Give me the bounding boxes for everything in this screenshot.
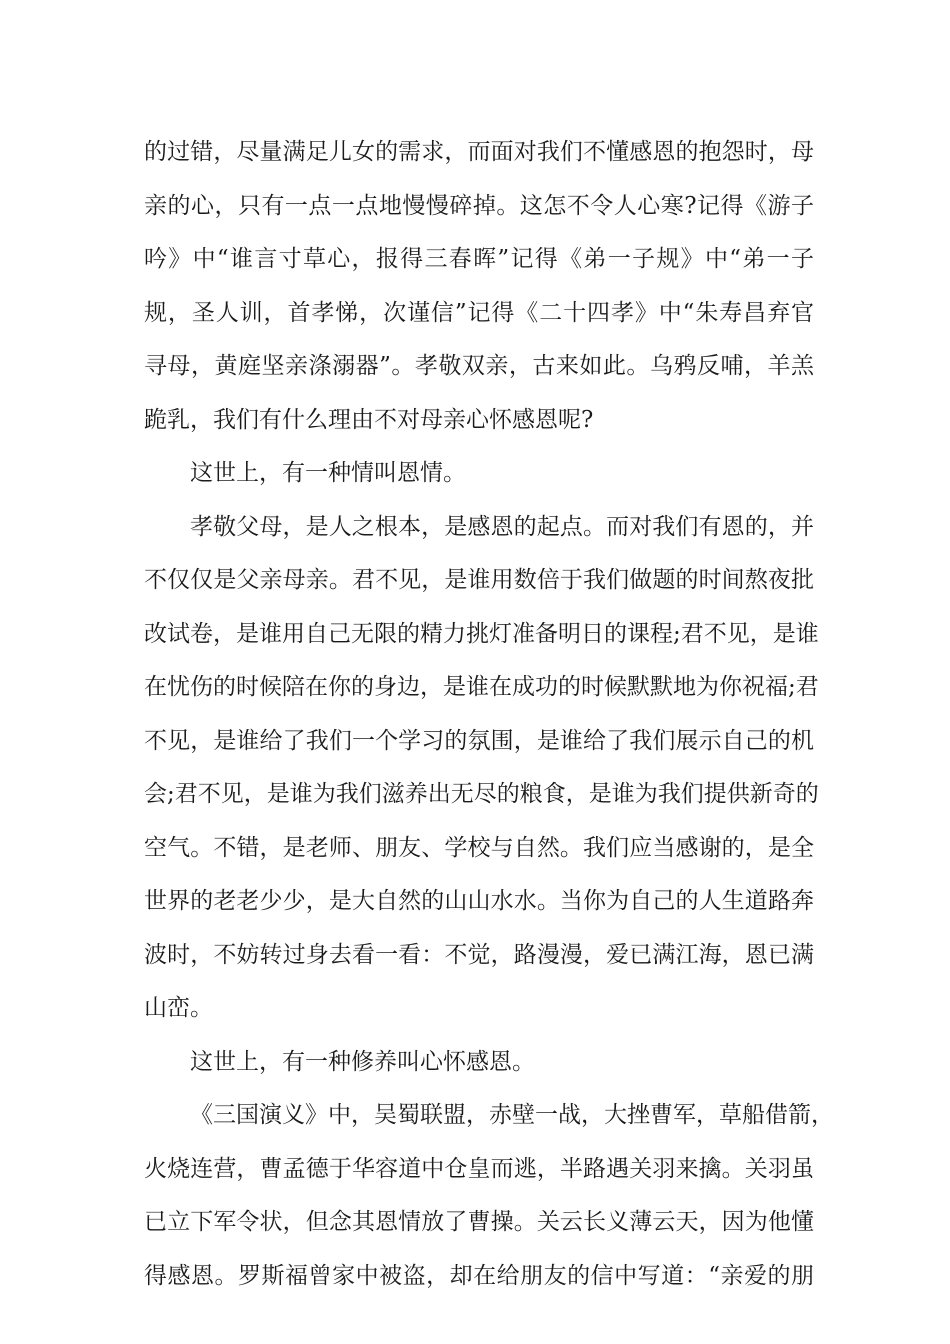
text-line: 火烧连营，曹孟德于华容道中仓皇而逃，半路遇关羽来擒。关羽虽 xyxy=(144,1155,814,1182)
text-line: 寻母，黄庭坚亲涤溺器”。孝敬双亲，古来如此。乌鸦反哺，羊羔 xyxy=(144,353,814,379)
text-line: 波时，不妨转过身去看一看：不觉，路漫漫，爱已满江海，恩已满 xyxy=(144,941,814,968)
text-line: 世界的老老少少，是大自然的山山水水。当你为自己的人生道路奔 xyxy=(144,888,814,914)
text-line: 亲的心，只有一点一点地慢慢碎掉。这怎不令人心寒?记得《游子 xyxy=(144,192,814,219)
text-line: 改试卷，是谁用自己无限的精力挑灯准备明日的课程;君不见，是谁 xyxy=(144,620,819,647)
text-line: 跪乳，我们有什么理由不对母亲心怀感恩呢? xyxy=(144,406,594,433)
text-line: 不仅仅是父亲母亲。君不见，是谁用数倍于我们做题的时间熬夜批 xyxy=(144,567,814,593)
text-line: 规，圣人训，首孝悌，次谨信”记得《二十四孝》中“朱寿昌弃官 xyxy=(144,299,814,326)
text-line: 不见，是谁给了我们一个学习的氛围，是谁给了我们展示自己的机 xyxy=(144,727,814,754)
text-line: 这世上，有一种情叫恩情。 xyxy=(190,460,466,486)
text-line: 会;君不见，是谁为我们滋养出无尽的粮食，是谁为我们提供新奇的 xyxy=(144,781,819,807)
text-line: 在忧伤的时候陪在你的身边，是谁在成功的时候默默地为你祝福;君 xyxy=(144,674,819,700)
text-line: 山峦。 xyxy=(144,995,213,1021)
text-line: 已立下军令状，但念其恩情放了曹操。关云长义薄云天，因为他懂 xyxy=(144,1209,814,1235)
text-line: 吟》中“谁言寸草心，报得三春晖”记得《弟一子规》中“弟一子 xyxy=(144,246,814,272)
text-line: 《三国演义》中，吴蜀联盟，赤壁一战，大挫曹军，草船借箭， xyxy=(190,1102,834,1128)
text-line: 这世上，有一种修养叫心怀感恩。 xyxy=(190,1048,535,1075)
text-line: 孝敬父母，是人之根本，是感恩的起点。而对我们有恩的，并 xyxy=(190,513,814,540)
text-line: 的过错，尽量满足儿女的需求，而面对我们不懂感恩的抱怨时，母 xyxy=(144,139,814,165)
text-line: 空气。不错，是老师、朋友、学校与自然。我们应当感谢的，是全 xyxy=(144,834,814,861)
text-line: 得感恩。罗斯福曾家中被盗，却在给朋友的信中写道：“亲爱的朋 xyxy=(144,1262,814,1289)
